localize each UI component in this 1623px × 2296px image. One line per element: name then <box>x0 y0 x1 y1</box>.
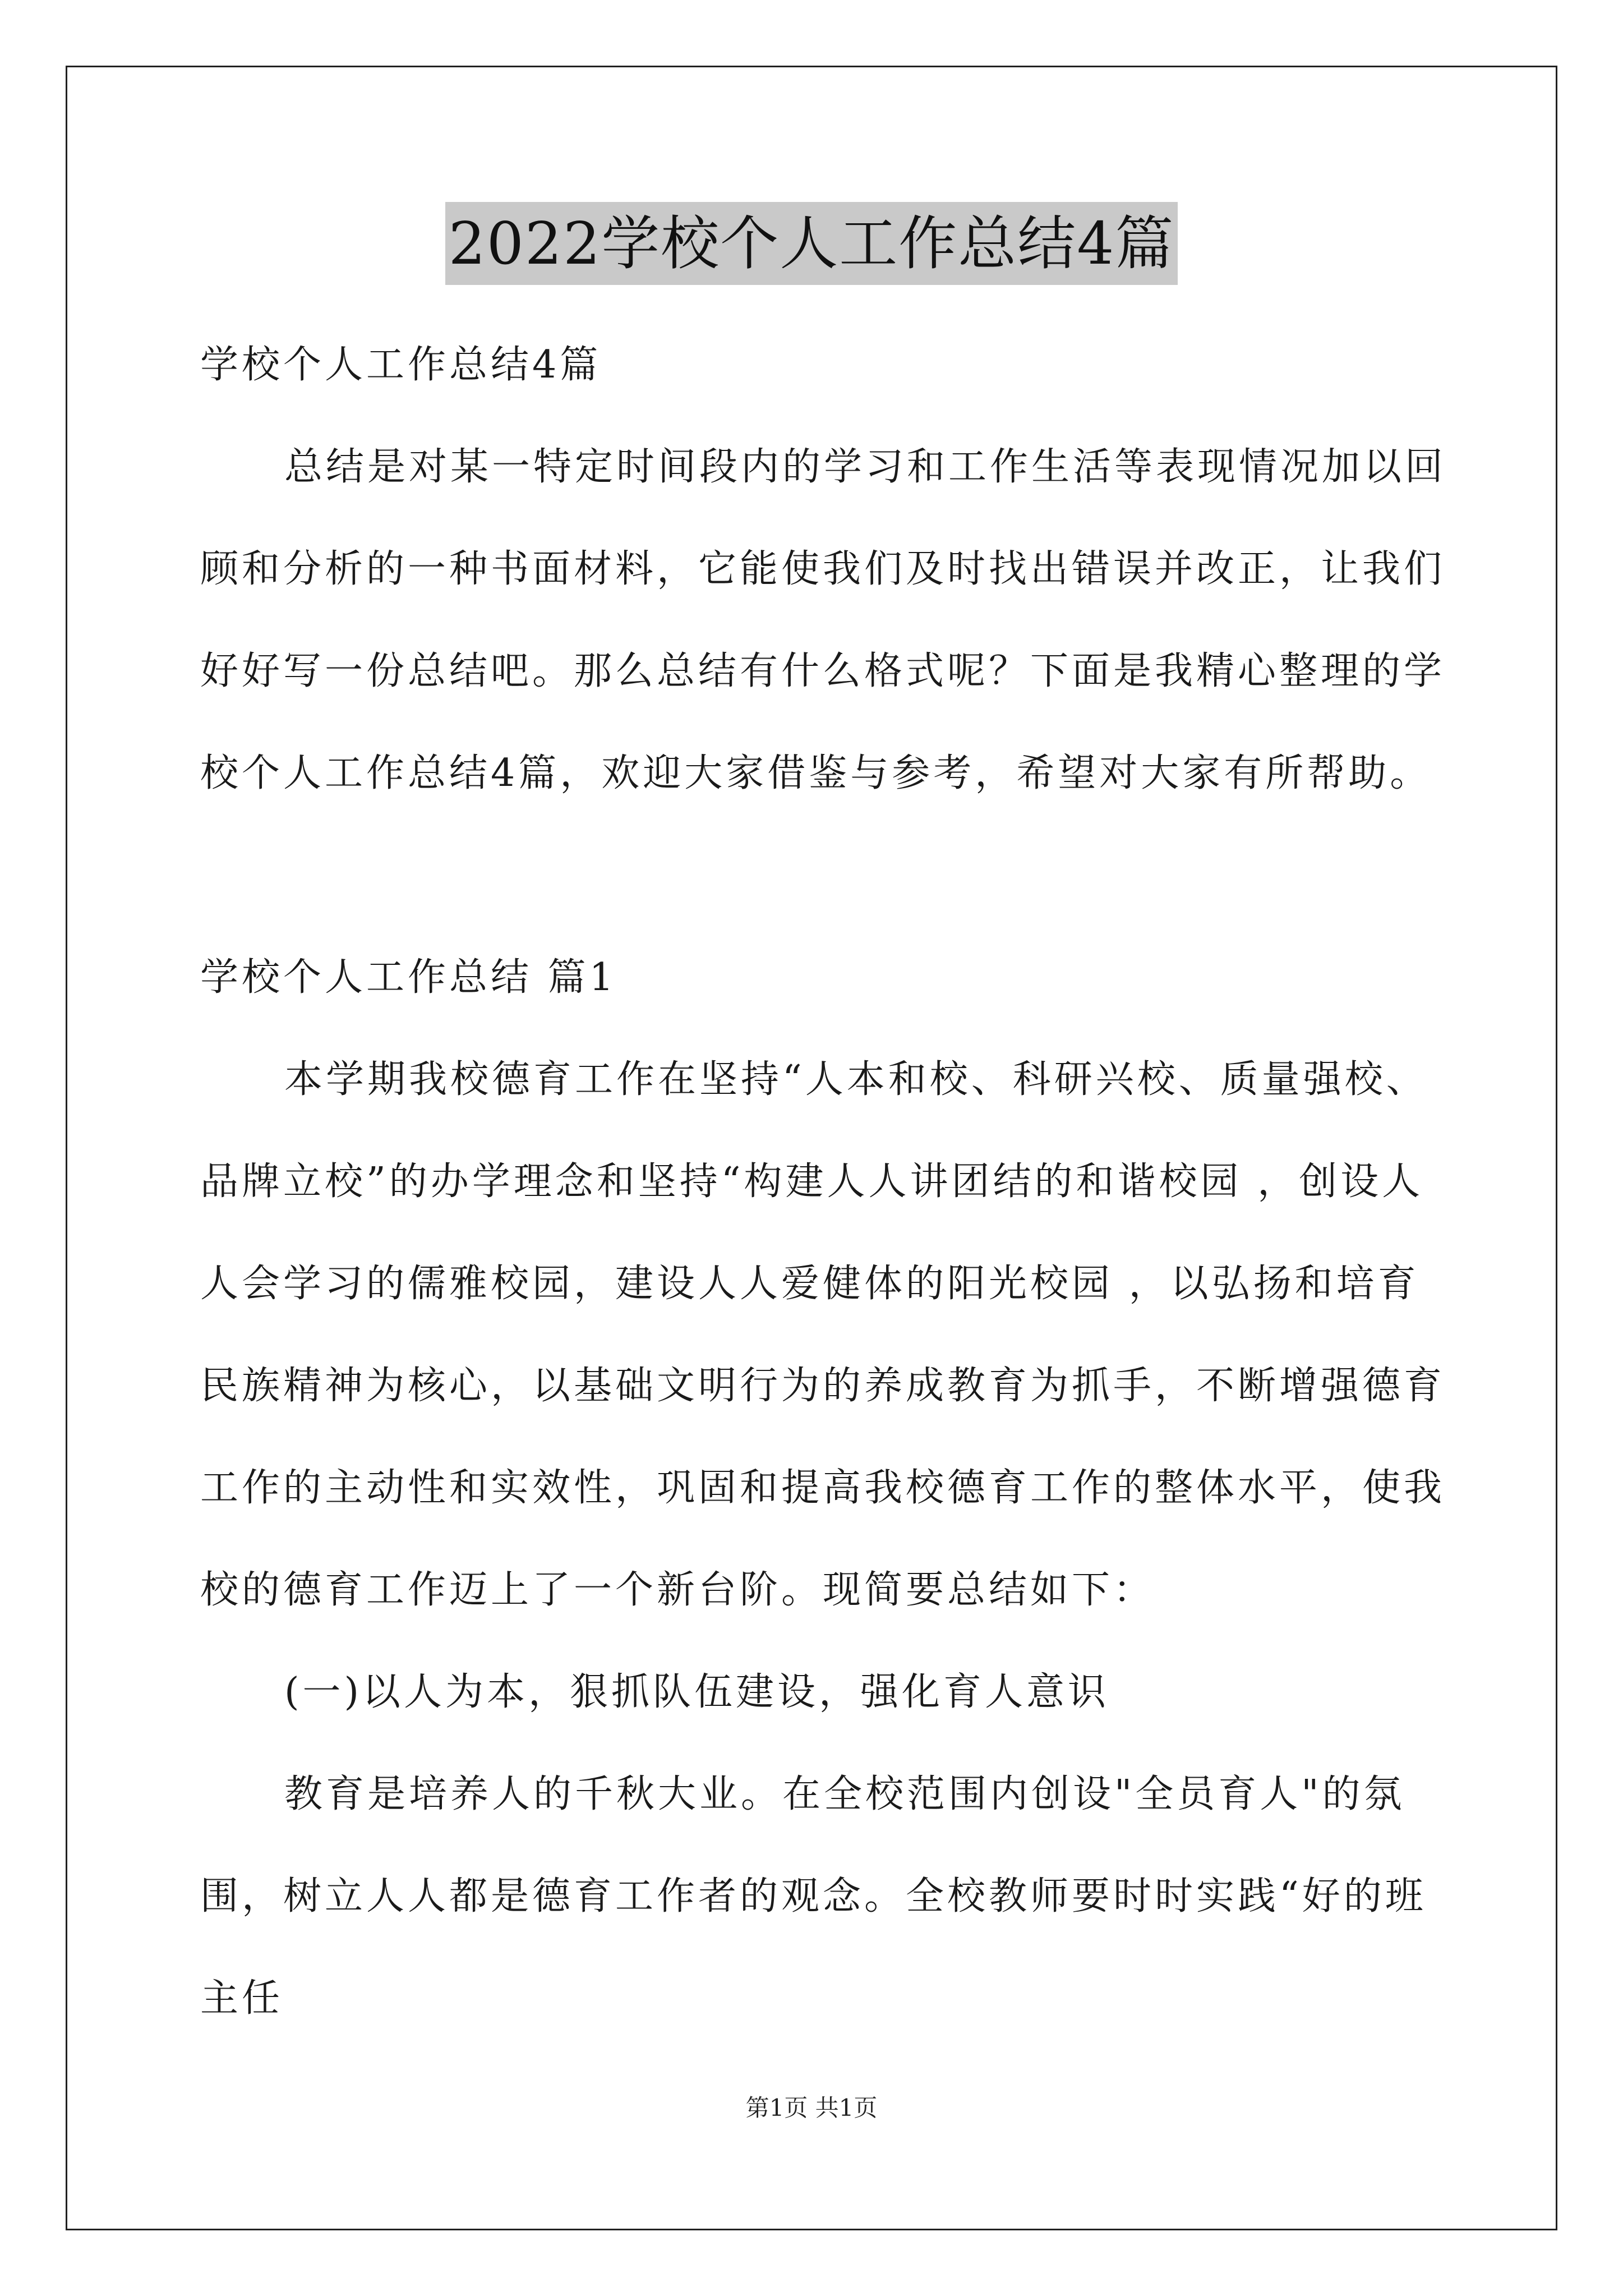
document-title: 2022学校个人工作总结4篇 <box>445 202 1178 285</box>
section-paragraph-1: 本学期我校德育工作在坚持“人本和校、科研兴校、质量强校、品牌立校”的办学理念和坚持“构建人人讲团结的和谐校园 ，创设人人会学习的儒雅校园，建设人人爱健体的阳光校园 ，以弘扬和培育民族精神为核心，以基础文明行为的养成教育为抓手，不断增强德育工作的主动性和实效性，巩固和提高我校德育工作的整体水平，使我校的德育工作迈上了一个新台阶。现简要总结如下： <box>200 1057 1446 1612</box>
section-paragraph-3: 教育是培养人的千秋大业。在全校范围内创设"全员育人"的氛围，树立人人都是德育工作者的观念。全校教师要时时实践“好的班主任 <box>200 1772 1427 2021</box>
page-footer: 第1页 共1页 <box>745 2094 878 2122</box>
intro-paragraph: 总结是对某一特定时间段内的学习和工作生活等表现情况加以回顾和分析的一种书面材料，它能使我们及时找出错误并改正，让我们好好写一份总结吧。那么总结有什么格式呢？下面是我精心整理的学校个人工作总结4篇，欢迎大家借鉴与参考，希望对大家有所帮助。 <box>200 445 1447 795</box>
document-body <box>200 314 1456 2050</box>
title-container <box>0 202 1623 285</box>
paragraph-spacer <box>200 825 1456 927</box>
section-heading: 学校个人工作总结 篇1 <box>200 955 617 1000</box>
section-paragraph-2: (一)以人为本，狠抓队伍建设，强化育人意识 <box>284 1670 1110 1714</box>
document-subtitle: 学校个人工作总结4篇 <box>200 343 602 387</box>
